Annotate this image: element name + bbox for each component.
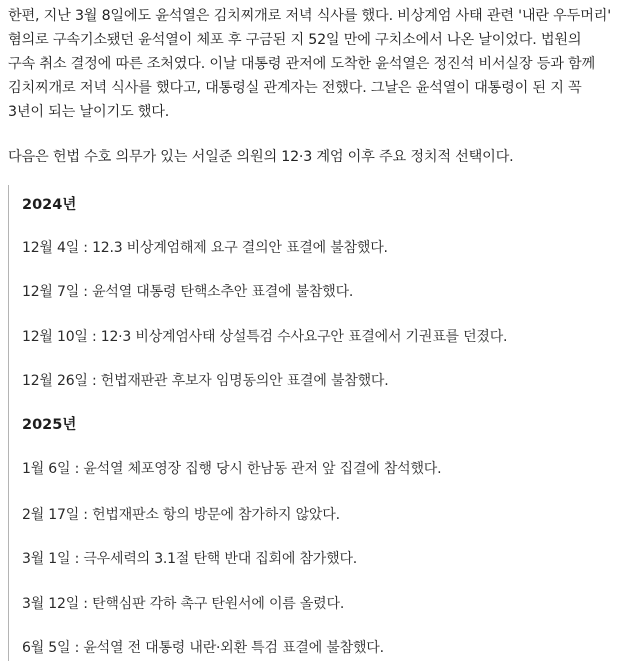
timeline-entry bbox=[22, 638, 384, 658]
entry-text: 12.3 비상계엄해제 요구 결의안 표결에 불참했다. bbox=[92, 240, 388, 256]
entry-text: 헌법재판관 후보자 임명동의안 표결에 불참했다. bbox=[100, 373, 389, 389]
entry-date: 12월 10일 bbox=[22, 329, 88, 345]
article-paragraph: 다음은 헌법 수호 의무가 있는 서일준 의원의 12·3 계엄 이후 주요 정치적 선택이다. bbox=[8, 149, 514, 165]
entry-separator: : bbox=[79, 240, 93, 256]
entry-text: 극우세력의 3.1절 탄핵 반대 집회에 참가했다. bbox=[83, 551, 358, 567]
entry-text: 윤석열 대통령 탄핵소추안 표결에 불참했다. bbox=[92, 284, 354, 300]
timeline-entry bbox=[22, 282, 353, 302]
entry-text: 윤석열 전 대통령 내란·외환 특검 표결에 불참했다. bbox=[83, 640, 384, 656]
entry-separator: : bbox=[87, 373, 101, 389]
entry-separator: : bbox=[79, 507, 93, 523]
timeline-entry bbox=[22, 238, 388, 258]
entry-text: 윤석열 체포영장 집행 당시 한남동 관저 앞 집결에 참석했다. bbox=[83, 461, 442, 477]
timeline-year-heading: 2024년 bbox=[22, 197, 77, 213]
timeline-entry bbox=[22, 549, 357, 569]
entry-text: 12·3 비상계엄사태 상설특검 수사요구안 표결에서 기권표를 던졌다. bbox=[100, 329, 508, 345]
timeline-entry bbox=[22, 371, 389, 391]
entry-text: 헌법재판소 항의 방문에 참가하지 않았다. bbox=[92, 507, 340, 523]
timeline-entry bbox=[22, 594, 344, 614]
entry-separator: : bbox=[79, 284, 93, 300]
entry-separator: : bbox=[87, 329, 101, 345]
entry-date: 3월 12일 bbox=[22, 596, 80, 612]
entry-separator: : bbox=[79, 596, 93, 612]
entry-date: 6월 5일 bbox=[22, 640, 71, 656]
entry-date: 2월 17일 bbox=[22, 507, 80, 523]
entry-date: 12월 7일 bbox=[22, 284, 80, 300]
timeline-blockquote bbox=[8, 185, 621, 661]
entry-separator: : bbox=[70, 640, 84, 656]
article-paragraph: 한편, 지난 3월 8일에도 윤석열은 김치찌개로 저녁 식사를 했다. 비상계엄 사태 관련 '내란 우두머리' 혐의로 구속기소됐던 윤석열이 체포 후 구금된 지 52일 만에 구치소에서 나온 날이었다. 법원의 구속 취소 결정에 따른 조처였다. 이날 대통령 관저에 도착한 윤석열은 정진석 비서실장 등과 함께 김치찌개로 저녁 식사를 했다고, 대통령실 관계자는 전했다. 그날은 윤석열이 대통령이 된 지 꼭 3년이 되는 날이기도 했다. bbox=[8, 8, 611, 120]
entry-date: 12월 26일 bbox=[22, 373, 88, 389]
entry-separator: : bbox=[70, 461, 84, 477]
entry-date: 12월 4일 bbox=[22, 240, 80, 256]
timeline-year-heading: 2025년 bbox=[22, 417, 77, 433]
entry-text: 탄핵심판 각하 촉구 탄원서에 이름 올렸다. bbox=[92, 596, 345, 612]
timeline-entry bbox=[22, 459, 441, 479]
entry-separator: : bbox=[70, 551, 84, 567]
timeline-entry bbox=[22, 327, 507, 347]
entry-date: 3월 1일 bbox=[22, 551, 71, 567]
timeline-entry bbox=[22, 505, 340, 525]
entry-date: 1월 6일 bbox=[22, 461, 71, 477]
